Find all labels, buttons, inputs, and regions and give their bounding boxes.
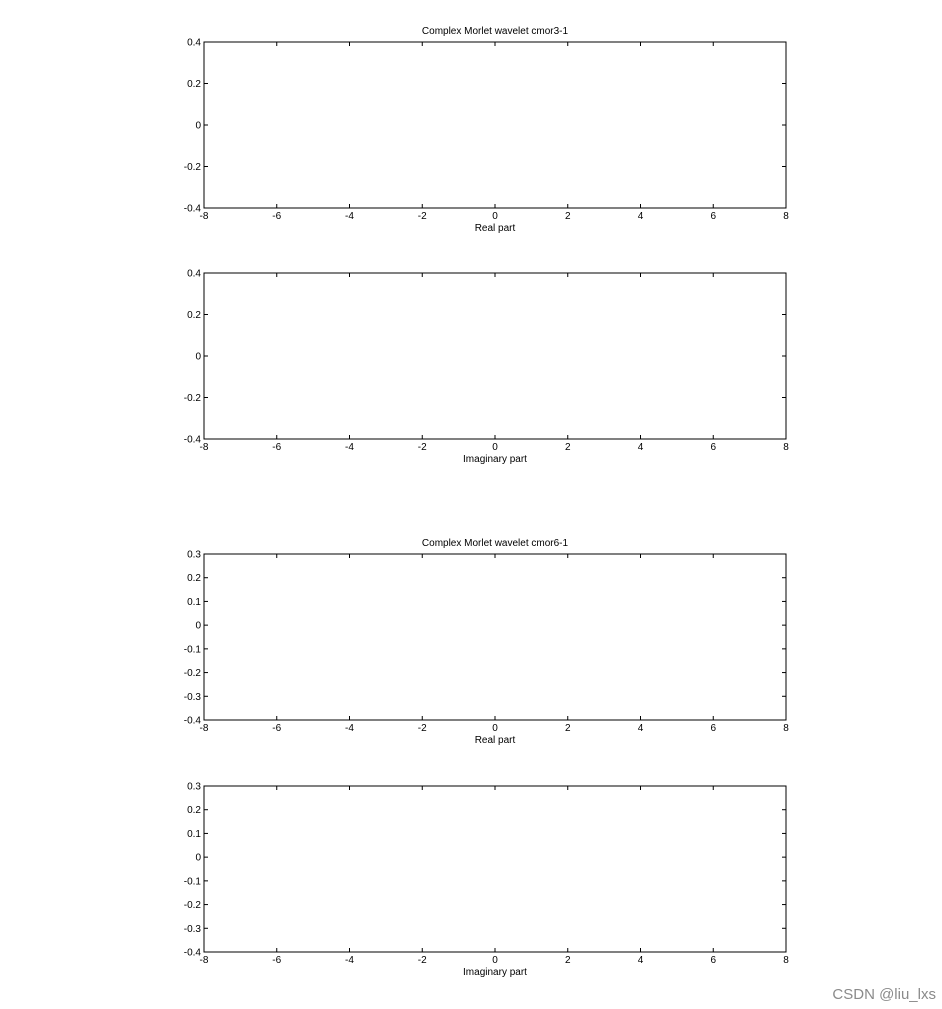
chart-title: Complex Morlet wavelet cmor6-1 [421, 538, 569, 549]
y-tick-label: 0.4 [187, 37, 201, 49]
y-tick-label: 0.1 [187, 828, 201, 840]
x-tick-label: 6 [710, 723, 717, 734]
x-tick-label: -2 [417, 442, 427, 453]
y-tick-label: 0.4 [187, 268, 201, 280]
y-tick-label: -0.3 [183, 691, 201, 703]
x-tick-label: -8 [199, 723, 209, 734]
x-tick-label: -6 [272, 442, 282, 453]
y-tick-label: 0.3 [187, 549, 201, 561]
x-tick-label: 4 [637, 442, 644, 453]
x-tick-label: 8 [783, 955, 789, 966]
x-axis-label: Imaginary part [463, 967, 527, 978]
x-tick-label: 2 [564, 955, 571, 966]
x-tick-label: 0 [492, 955, 498, 966]
y-tick-label: 0.2 [187, 310, 201, 321]
axes-frame [204, 554, 786, 720]
y-tick-label: 0.3 [187, 781, 201, 793]
x-tick-label: 4 [637, 723, 644, 734]
x-tick-label: -2 [417, 955, 427, 966]
chart-cmor6-1-real [184, 538, 789, 746]
x-tick-label: 6 [710, 442, 717, 453]
x-tick-label: 2 [564, 723, 571, 734]
chart-title: Complex Morlet wavelet cmor3-1 [421, 26, 569, 37]
y-tick-label: 0 [195, 852, 201, 864]
watermark-text: CSDN @liu_lxs [832, 986, 936, 1003]
x-tick-label: 0 [492, 723, 498, 734]
x-tick-label: 2 [564, 211, 571, 222]
y-tick-label: -0.4 [183, 947, 201, 959]
x-tick-label: 6 [710, 211, 717, 222]
axes-frame [204, 786, 786, 952]
x-tick-label: 4 [637, 211, 644, 222]
x-tick-label: 8 [783, 211, 789, 222]
y-tick-label: -0.4 [183, 434, 201, 446]
y-tick-label: 0 [195, 620, 201, 632]
y-tick-label: -0.1 [183, 876, 201, 888]
y-tick-label: 0 [195, 351, 201, 363]
x-axis-label: Real part [474, 223, 516, 234]
y-tick-label: 0.2 [187, 805, 201, 817]
y-tick-label: -0.4 [183, 715, 201, 727]
x-tick-label: -4 [345, 211, 354, 222]
x-tick-label: 0 [492, 442, 498, 453]
x-tick-label: 0 [492, 211, 498, 222]
x-tick-label: -2 [417, 723, 427, 734]
y-tick-label: -0.2 [183, 668, 201, 680]
chart-cmor6-1-imaginary [184, 782, 789, 979]
x-tick-label: -2 [417, 211, 427, 222]
x-axis-label: Real part [474, 735, 516, 746]
y-tick-label: -0.2 [183, 393, 201, 404]
y-tick-label: -0.1 [183, 644, 201, 656]
chart-cmor3-1-real [184, 26, 789, 234]
x-tick-label: -4 [345, 955, 354, 966]
x-tick-label: 8 [783, 442, 789, 453]
y-tick-label: 0.2 [187, 573, 201, 585]
x-tick-label: -4 [345, 442, 354, 453]
x-tick-label: 2 [564, 442, 571, 453]
axes-frame [204, 273, 786, 439]
x-tick-label: -6 [272, 723, 282, 734]
x-axis-label: Imaginary part [463, 454, 527, 465]
y-tick-label: 0 [195, 120, 201, 132]
y-tick-label: 0.2 [187, 79, 201, 90]
x-tick-label: -6 [272, 211, 282, 222]
x-tick-label: 8 [783, 723, 789, 734]
x-tick-label: -8 [199, 442, 209, 453]
x-tick-label: -8 [199, 955, 209, 966]
y-tick-label: -0.3 [183, 923, 201, 935]
x-tick-label: -6 [272, 955, 282, 966]
y-tick-label: -0.2 [183, 900, 201, 912]
y-tick-label: -0.4 [183, 203, 201, 215]
axes-frame [204, 42, 786, 208]
y-tick-label: -0.2 [183, 162, 201, 173]
x-tick-label: -8 [199, 211, 209, 222]
x-tick-label: -4 [345, 723, 354, 734]
y-tick-label: 0.1 [187, 596, 201, 608]
x-tick-label: 6 [710, 955, 717, 966]
chart-cmor3-1-imaginary [184, 269, 789, 466]
x-tick-label: 4 [637, 955, 644, 966]
